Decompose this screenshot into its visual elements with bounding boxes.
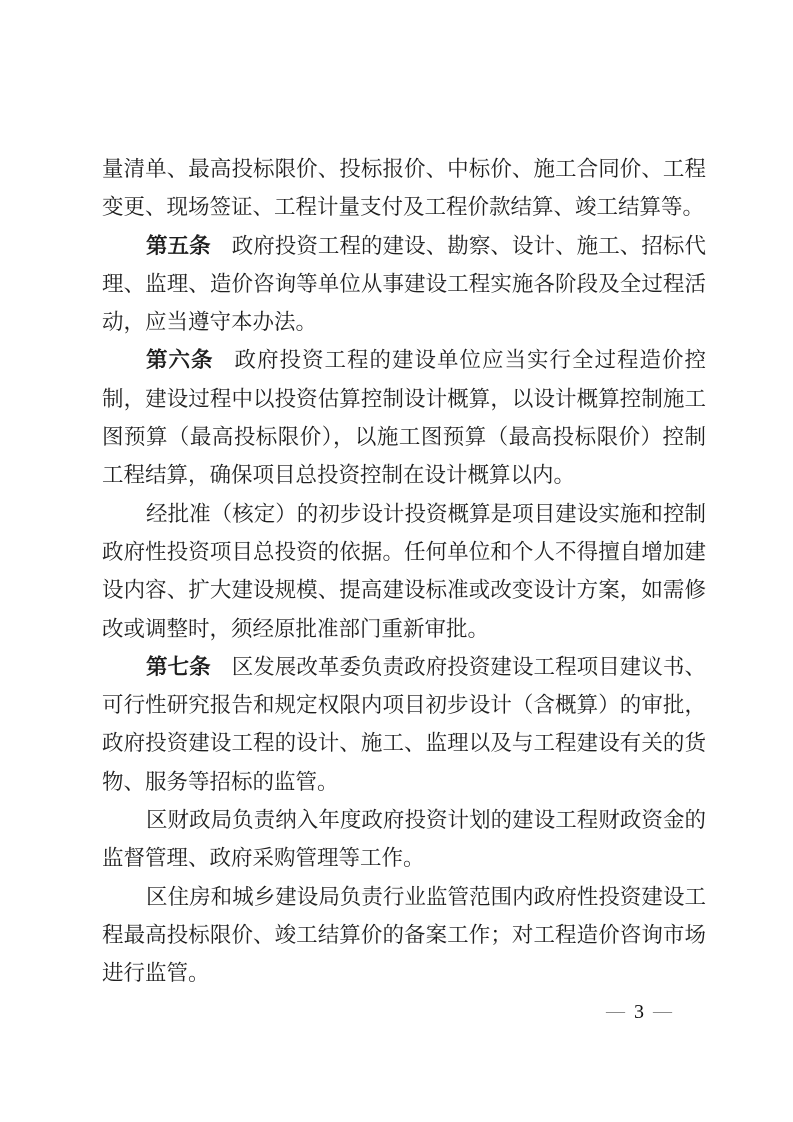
text-line bbox=[102, 495, 706, 533]
page-footer bbox=[606, 998, 672, 1026]
text-line bbox=[102, 227, 706, 265]
text-line bbox=[102, 916, 706, 954]
footer-dash-right: — bbox=[653, 1001, 672, 1022]
line-text: 监督管理、政府采购管理等工作。 bbox=[102, 846, 425, 871]
clause-number: 第五条 bbox=[146, 233, 211, 258]
text-line bbox=[102, 341, 706, 379]
clause-number: 第七条 bbox=[146, 654, 211, 679]
line-text: 理、监理、造价咨询等单位从事建设工程实施各阶段及全过程活 bbox=[102, 271, 706, 296]
page-number: 3 bbox=[634, 1000, 644, 1023]
text-line bbox=[102, 265, 706, 303]
line-text: 政府投资工程的建设、勘察、设计、施工、招标代 bbox=[231, 233, 706, 258]
line-text: 物、服务等招标的监管。 bbox=[102, 769, 339, 794]
footer-dash-left: — bbox=[606, 1001, 625, 1022]
text-line bbox=[102, 150, 706, 188]
clause-number: 第六条 bbox=[146, 348, 214, 373]
line-text: 区财政局负责纳入年度政府投资计划的建设工程财政资金的 bbox=[146, 808, 706, 833]
line-text: 经批准（核定）的初步设计投资概算是项目建设实施和控制 bbox=[146, 501, 706, 526]
text-line bbox=[102, 763, 706, 801]
text-line bbox=[102, 610, 706, 648]
text-line bbox=[102, 303, 706, 341]
text-line bbox=[102, 878, 706, 916]
text-line bbox=[102, 188, 706, 226]
text-line bbox=[102, 954, 706, 992]
text-line bbox=[102, 724, 706, 762]
line-text: 政府投资工程的建设单位应当实行全过程造价控 bbox=[234, 348, 706, 373]
text-line bbox=[102, 456, 706, 494]
text-line bbox=[102, 380, 706, 418]
text-line bbox=[102, 418, 706, 456]
document-body bbox=[102, 150, 706, 993]
line-text: 动，应当遵守本办法。 bbox=[102, 310, 318, 335]
text-line bbox=[102, 686, 706, 724]
text-line bbox=[102, 801, 706, 839]
text-line bbox=[102, 648, 706, 686]
line-text: 量清单、最高投标限价、投标报价、中标价、施工合同价、工程 bbox=[102, 157, 706, 181]
line-text: 设内容、扩大建设规模、提高建设标准或改变设计方案，如需修 bbox=[102, 578, 706, 603]
line-text: 可行性研究报告和规定权限内项目初步设计（含概算）的审批， bbox=[102, 693, 706, 718]
line-text: 区发展改革委负责政府投资建设工程项目建议书、 bbox=[231, 654, 706, 679]
line-text: 区住房和城乡建设局负责行业监管范围内政府性投资建设工 bbox=[146, 884, 706, 909]
line-text: 改或调整时，须经原批准部门重新审批。 bbox=[102, 616, 490, 641]
text-line bbox=[102, 839, 706, 877]
line-text: 工程结算，确保项目总投资控制在设计概算以内。 bbox=[102, 463, 576, 488]
text-line bbox=[102, 571, 706, 609]
line-text: 进行监管。 bbox=[102, 961, 210, 986]
line-text: 制，建设过程中以投资估算控制设计概算，以设计概算控制施工 bbox=[102, 386, 706, 411]
line-text: 变更、现场签证、工程计量支付及工程价款结算、竣工结算等。 bbox=[102, 195, 705, 220]
text-line bbox=[102, 533, 706, 571]
line-text: 政府投资建设工程的设计、施工、监理以及与工程建设有关的货 bbox=[102, 731, 706, 756]
line-text: 图预算（最高投标限价），以施工图预算（最高投标限价）控制 bbox=[102, 425, 706, 450]
line-text: 政府性投资项目总投资的依据。任何单位和个人不得擅自增加建 bbox=[102, 539, 706, 564]
line-text: 程最高投标限价、竣工结算价的备案工作；对工程造价咨询市场 bbox=[102, 922, 706, 947]
